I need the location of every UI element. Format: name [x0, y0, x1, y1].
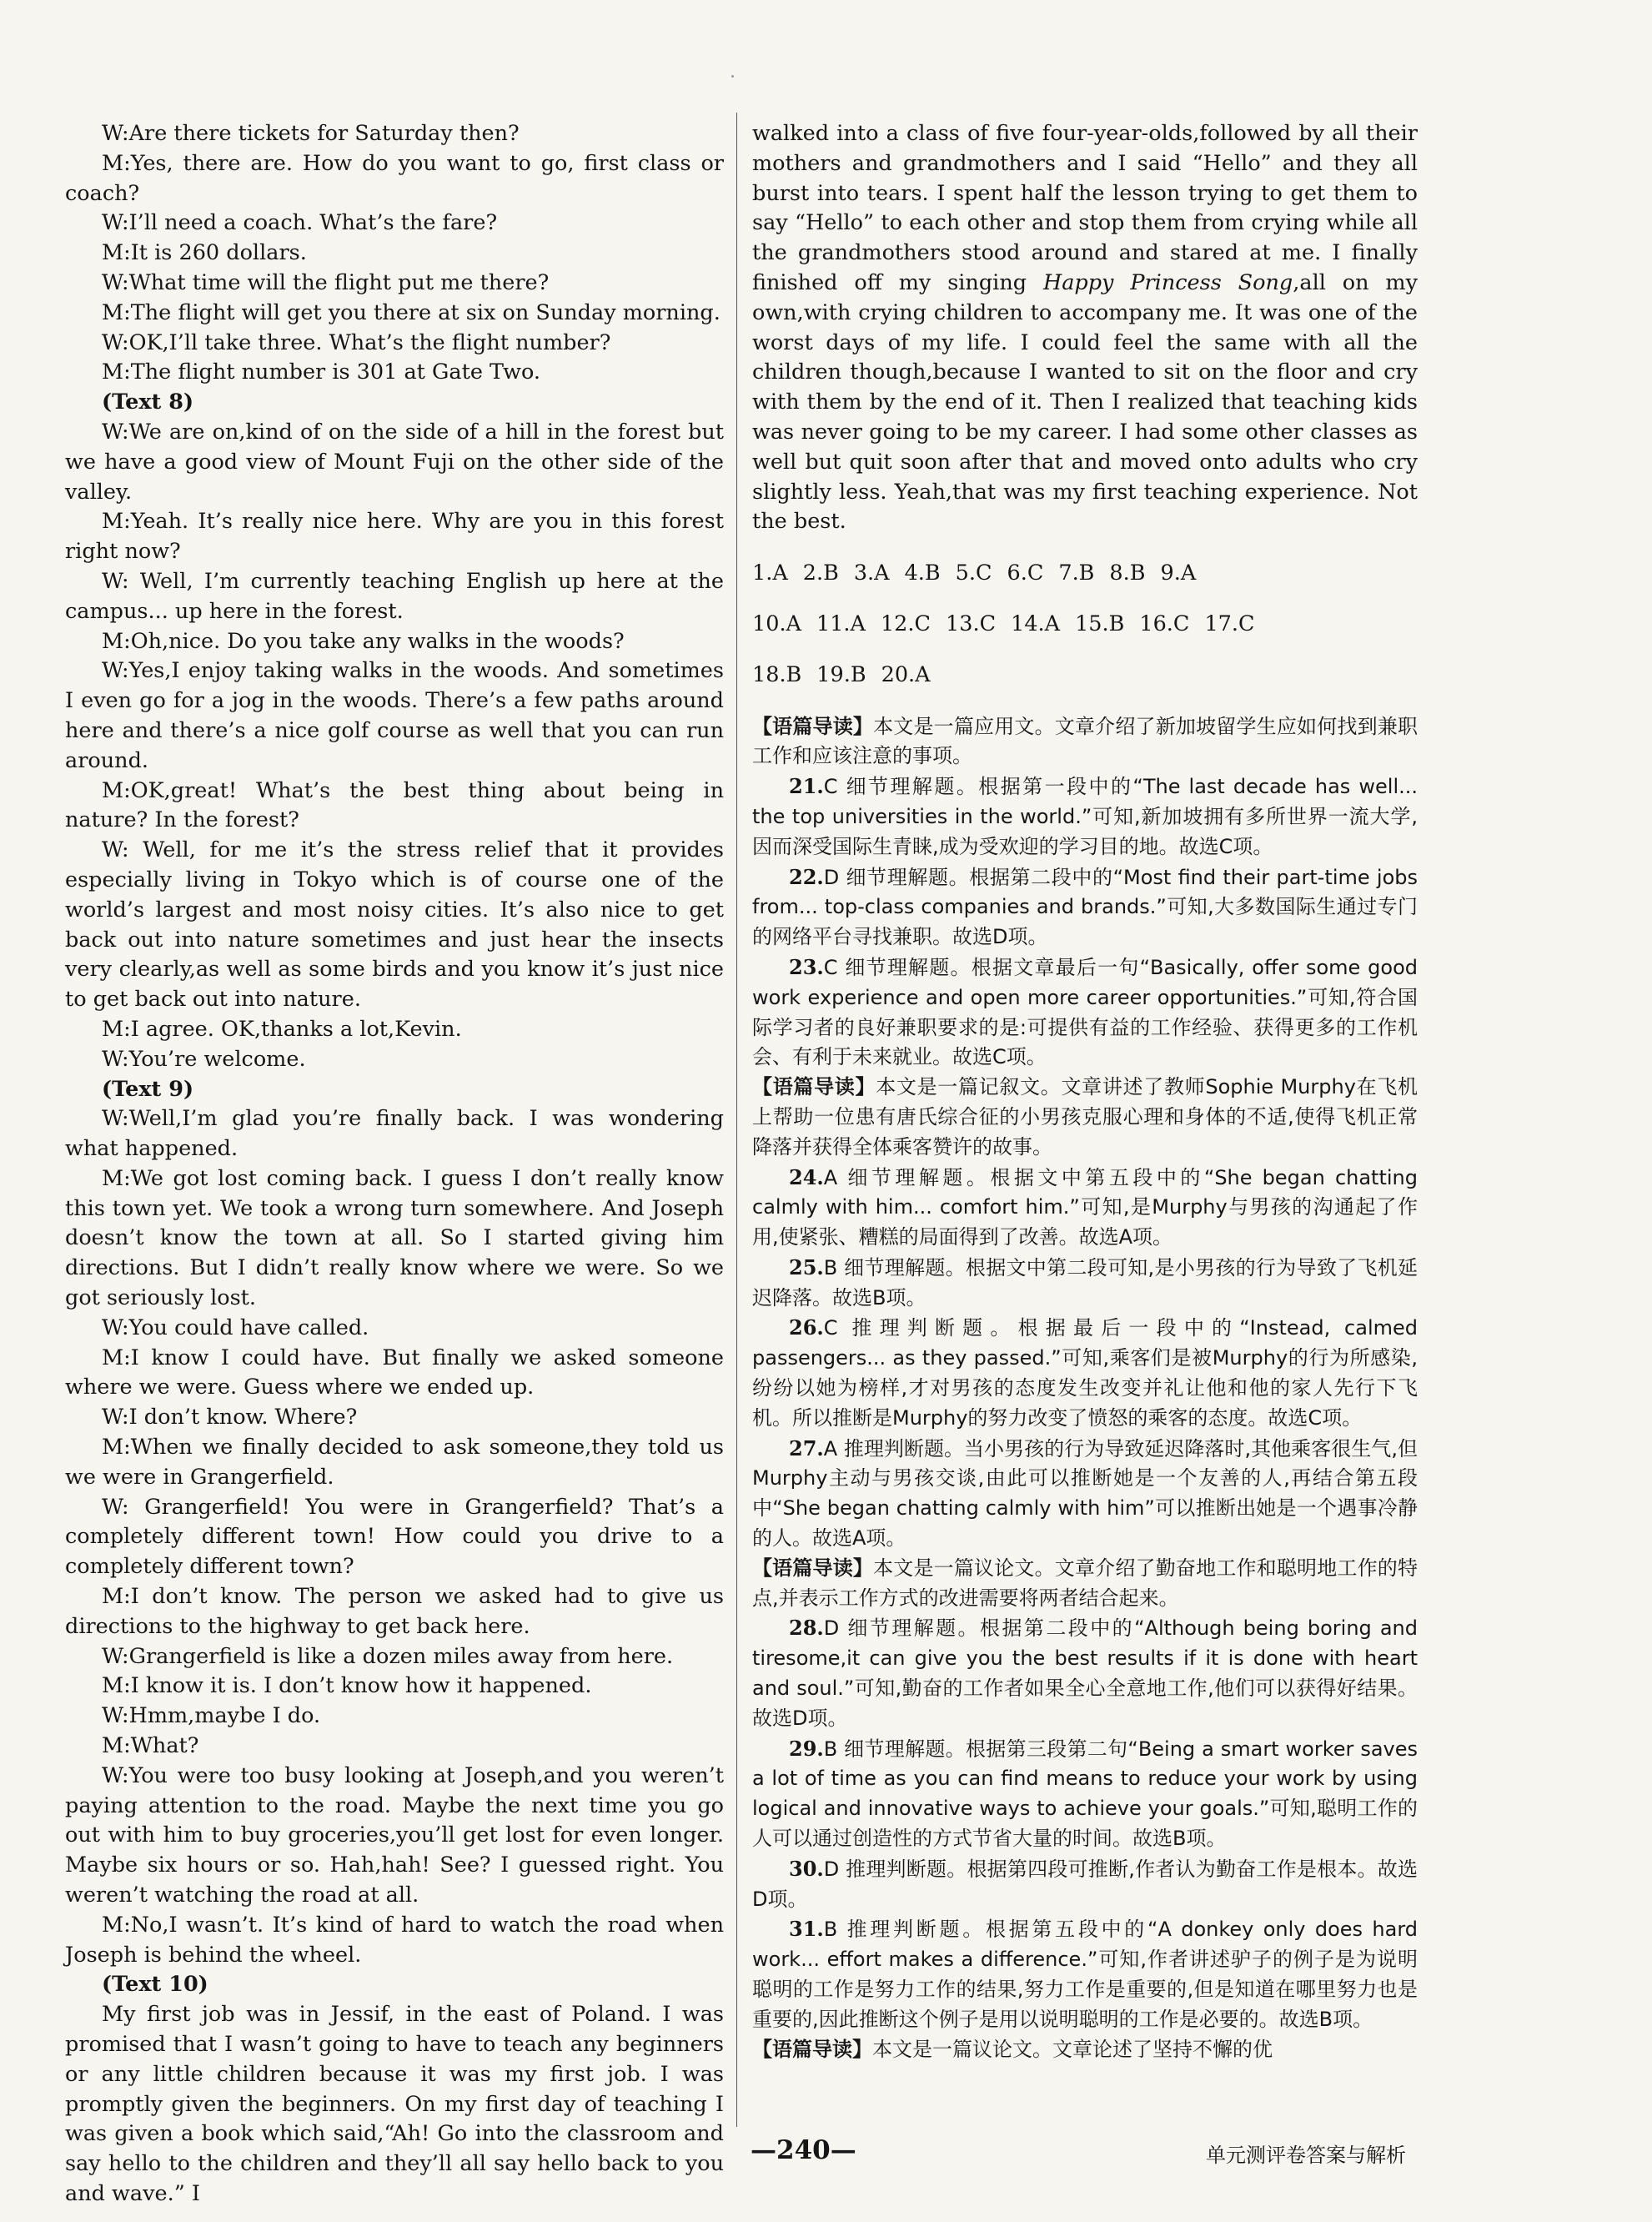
answer-item: 9.A — [1160, 560, 1197, 586]
dialogue-line: W:I don’t know. Where? — [102, 1405, 358, 1430]
dialogue-line: M:It is 260 dollars. — [102, 240, 307, 266]
answer-item: 19.B — [816, 662, 866, 688]
answer-explanation — [752, 1914, 1418, 2034]
dialogue-line: W: Grangerfield! You were in Grangerfield? That’s a completely different town! How could you drive to a completely different town? — [65, 1494, 724, 1580]
dialogue-line: M:Oh,nice. Do you take any walks in the woods? — [102, 628, 625, 654]
answer-item: 12.C — [880, 611, 931, 636]
question-number: 21. — [789, 774, 824, 799]
answer-explanation — [752, 1613, 1418, 1733]
dialogue-line: W:Are there tickets for Saturday then? — [102, 121, 520, 146]
explanation-text: C 推理判断题。根据最后一段中的“Instead, calmed passengers... as they passed.”可知,乘客们是被Murphy的行为所感染,纷纷以她为榜样,才对男孩的态度发生改变并礼让他和他的家人先行下飞机。所以推断是Murphy的努力改变了愤怒的乘客的态度。故选C项。 — [752, 1316, 1418, 1430]
left-column — [65, 119, 724, 2209]
dialogue-line: W:Yes,I enjoy taking walks in the woods. And sometimes I even go for a jog in the woods. There’s a few paths around here and there’s a nice golf course as well that you can run around. — [65, 658, 724, 773]
answer-explanation — [752, 1434, 1418, 1554]
dialogue-line: W:Grangerfield is like a dozen miles away from here. — [102, 1643, 674, 1669]
guide-tag: 【语篇导读】 — [752, 1075, 876, 1099]
scan-speck — [731, 75, 734, 78]
dialogue-line: M:Yeah. It’s really nice here. Why are you in this forest right now? — [65, 509, 724, 565]
explanation-text: C 细节理解题。根据文章最后一句“Basically, offer some good work experience and open more career opportunities.”可知,符合国际学习者的良好兼职要求的是:可提供有益的工作经验、获得更多的工作机会、有利于未来就业。故选C项。 — [752, 955, 1418, 1069]
dialogue-line: M:I don’t know. The person we asked had to give us directions to the highway to get back here. — [65, 1584, 724, 1639]
section-heading: (Text 9) — [102, 1076, 194, 1102]
answer-item: 13.C — [946, 611, 997, 636]
answer-item: 18.B — [752, 662, 802, 688]
passage-guide — [752, 1554, 1418, 1614]
answer-explanation — [752, 1734, 1418, 1854]
answer-explanation — [752, 1253, 1418, 1314]
dialogue-line: W:We are on,kind of on the side of a hill in the forest but we have a good view of Mount Fuji on the other side of the valley. — [65, 419, 724, 505]
answer-explanation — [752, 862, 1418, 953]
answer-item: 5.C — [955, 560, 992, 586]
question-number: 26. — [789, 1315, 824, 1340]
dialogue-line: M:I know I could have. But finally we asked someone where we were. Guess where we ended up. — [65, 1345, 724, 1400]
text10-continuation: walked into a class of five four-year-olds,followed by all their mothers and grandmothers and I said “Hello” and they all burst into tears. I spent half the lesson trying to get them to say “Hello” to each other and stop them from crying while all the grandmothers stood around and stared at me. I finally finished off my singing Happy Princess Song,all on my own,with crying children to accompany me. It was one of the worst days of my life. I could feel the same with all the children though,because I wanted to sit on the floor and cry with them by the end of it. Then I realized that teaching kids was never going to be my career. I had some other classes as well but quit soon after that and moved onto adults who cry slightly less. Yeah,that was my first teaching experience. Not the best. — [752, 121, 1418, 535]
question-number: 25. — [789, 1254, 824, 1279]
dialogue-line: W:OK,I’ll take three. What’s the flight number? — [102, 329, 611, 355]
answer-explanation — [752, 772, 1418, 862]
answer-key-row — [752, 661, 1418, 691]
answer-item: 3.A — [853, 560, 890, 586]
explanations — [752, 712, 1418, 2065]
guide-text: 本文是一篇记叙文。文章讲述了教师Sophie Murphy在飞机上帮助一位患有唐氏综合征的小男孩克服心理和身体的不适,使得飞机正常降落并获得全体乘客赞许的故事。 — [752, 1075, 1418, 1159]
explanation-text: B 细节理解题。根据文中第二段可知,是小男孩的行为导致了飞机延迟降落。故选B项。 — [752, 1255, 1418, 1310]
dialogue-line: W:What time will the flight put me there? — [102, 269, 550, 295]
dialogue-line: M:We got lost coming back. I guess I don’t really know this town yet. We took a wrong turn somewhere. And Joseph doesn’t know the town at all. So I started giving him directions. But I didn’t really know where we were. So we got seriously lost. — [65, 1165, 724, 1311]
guide-tag: 【语篇导读】 — [752, 714, 874, 738]
answer-item: 7.B — [1058, 560, 1095, 586]
dialogue-line: W:Well,I’m glad you’re finally back. I was wondering what happened. — [65, 1106, 724, 1162]
explanation-text: D 推理判断题。根据第四段可推断,作者认为勤奋工作是根本。故选D项。 — [752, 1857, 1418, 1911]
dialogue-line: W:I’ll need a coach. What’s the fare? — [102, 210, 498, 236]
answer-key-row — [752, 559, 1418, 589]
answer-explanation — [752, 1854, 1418, 1915]
dialogue-line: W:You could have called. — [102, 1315, 369, 1340]
question-number: 23. — [789, 954, 824, 979]
dialogue-line: W:You’re welcome. — [102, 1046, 306, 1072]
footer-title: 单元测评卷答案与解析 — [1206, 2144, 1406, 2167]
guide-text: 本文是一篇议论文。文章介绍了勤奋地工作和聪明地工作的特点,并表示工作方式的改进需要将两者结合起来。 — [752, 1556, 1418, 1610]
song-title: Happy Princess Song — [1042, 269, 1293, 295]
answer-item: 1.A — [752, 560, 788, 586]
answer-item: 17.C — [1204, 611, 1255, 636]
passage-guide — [752, 2035, 1418, 2065]
dialogue-line: M:The flight number is 301 at Gate Two. — [102, 359, 540, 385]
dialogue-line: M:I agree. OK,thanks a lot,Kevin. — [102, 1016, 462, 1042]
answer-item: 15.B — [1075, 611, 1125, 636]
answer-key-row — [752, 610, 1418, 640]
answer-explanation — [752, 953, 1418, 1073]
answer-item: 6.C — [1007, 560, 1044, 586]
column-divider — [736, 113, 737, 2127]
answer-item: 2.B — [802, 560, 839, 586]
answer-item: 16.C — [1139, 611, 1190, 636]
dialogue-line: M:The flight will get you there at six on Sunday morning. — [102, 299, 721, 325]
dialogue-line: My first job was in Jessif, in the east of Poland. I was promised that I wasn’t going to have to teach any beginners or any little children because it was my first job. I was promptly given the beginners. On my first day of teaching I was given a book which said,“Ah! Go into the classroom and say hello to the children and they’ll all say hello back to you and wave.” I — [65, 2002, 724, 2206]
question-number: 28. — [789, 1616, 824, 1641]
question-number: 24. — [789, 1164, 824, 1189]
answer-explanation — [752, 1313, 1418, 1433]
explanation-text: A 推理判断题。当小男孩的行为导致延迟降落时,其他乘客很生气,但Murphy主动与男孩交谈,由此可以推断她是一个友善的人,再结合第五段中“She began chatting calmly with him”可以推断出她是一个遇事冷静的人。故选A项。 — [752, 1436, 1418, 1551]
explanation-text: D 细节理解题。根据第二段中的“Most find their part-time jobs from... top-class companies and brands.”可知,大多数国际生通过专门的网络平台寻找兼职。故选D项。 — [752, 865, 1418, 949]
question-number: 30. — [789, 1856, 824, 1881]
answer-item: 20.A — [881, 662, 931, 688]
explanation-text: B 推理判断题。根据第五段中的“A donkey only does hard work... effort makes a difference.”可知,作者讲述驴子的例子是为说明聪明的工作是努力工作的结果,努力工作是重要的,但是知道在哪里努力也是重要的,因此推断这个例子是用以说明聪明的工作是必要的。故选B项。 — [752, 1918, 1418, 2031]
dialogue-line: M:When we finally decided to ask someone,they told us we were in Grangerfield. — [65, 1435, 724, 1490]
answer-item: 14.A — [1011, 611, 1061, 636]
page-footer — [0, 2135, 1652, 2185]
dialogue-line: W:You were too busy looking at Joseph,and you weren’t paying attention to the road. Maybe the next time you go out with him to buy groceries,you’ll get lost for even longer. Maybe six hours or so. Hah,hah! See? I guessed right. You weren’t watching the road at all. — [65, 1762, 724, 1908]
question-number: 27. — [789, 1435, 824, 1460]
answer-item: 8.B — [1109, 560, 1146, 586]
explanation-text: A 细节理解题。根据文中第五段中的“She began chatting calmly with him... comfort him.”可知,是Murphy与男孩的沟通起了作用,使紧张、糟糕的局面得到了改善。故选A项。 — [752, 1165, 1418, 1249]
dialogue-line: W: Well, for me it’s the stress relief that it provides especially living in Tokyo which is of course one of the world’s largest and most noisy cities. It’s also nice to get back out into nature sometimes and just hear the insects very clearly,as well as some birds and you know it’s just nice to get back out into nature. — [65, 837, 724, 1013]
explanation-text: C 细节理解题。根据第一段中的“The last decade has well... the top universities in the world.”可知,新加坡拥有多所世界一流大学,因而深受国际生青睐,成为受欢迎的学习目的地。故选C项。 — [752, 775, 1418, 858]
dialogue-line: M:Yes, there are. How do you want to go, first class or coach? — [65, 150, 724, 206]
question-number: 22. — [789, 864, 824, 889]
dialogue-line: W:Hmm,maybe I do. — [102, 1703, 321, 1729]
dialogue-line: M:I know it is. I don’t know how it happened. — [102, 1673, 592, 1699]
passage-guide — [752, 1073, 1418, 1162]
dialogue-line: W: Well, I’m currently teaching English up here at the campus... up here in the forest. — [65, 568, 724, 624]
answer-item: 10.A — [752, 611, 801, 636]
dialogue-line: M:OK,great! What’s the best thing about being in nature? In the forest? — [65, 777, 724, 833]
dialogue-line: M:No,I wasn’t. It’s kind of hard to watch the road when Joseph is behind the wheel. — [65, 1912, 724, 1968]
explanation-text: D 细节理解题。根据第二段中的“Although being boring and tiresome,it can give you the best results if it is done with heart and soul.”可知,勤奋的工作者如果全心全意地工作,他们可以获得好结果。故选D项。 — [752, 1616, 1418, 1730]
guide-tag: 【语篇导读】 — [752, 1556, 874, 1580]
dialogue-line: M:What? — [102, 1733, 199, 1759]
question-number: 29. — [789, 1736, 824, 1761]
answer-item: 11.A — [816, 611, 866, 636]
passage-guide — [752, 712, 1418, 772]
answer-explanation — [752, 1163, 1418, 1253]
right-column — [752, 119, 1418, 2064]
question-number: 31. — [789, 1917, 824, 1942]
guide-text: 本文是一篇议论文。文章论述了坚持不懈的优 — [872, 2037, 1273, 2061]
section-heading: (Text 10) — [102, 1972, 208, 1998]
guide-tag: 【语篇导读】 — [752, 2037, 872, 2061]
page-number: —240— — [751, 2135, 856, 2165]
answer-item: 4.B — [904, 560, 941, 586]
explanation-text: B 细节理解题。根据第三段第二句“Being a smart worker saves a lot of time as you can find means to reduce your work by using logical and innovative ways to achieve your goals.”可知,聪明工作的人可以通过创造性的方式节省大量的时间。故选B项。 — [752, 1737, 1418, 1851]
section-heading: (Text 8) — [102, 390, 194, 415]
guide-text: 本文是一篇应用文。文章介绍了新加坡留学生应如何找到兼职工作和应该注意的事项。 — [752, 714, 1418, 768]
